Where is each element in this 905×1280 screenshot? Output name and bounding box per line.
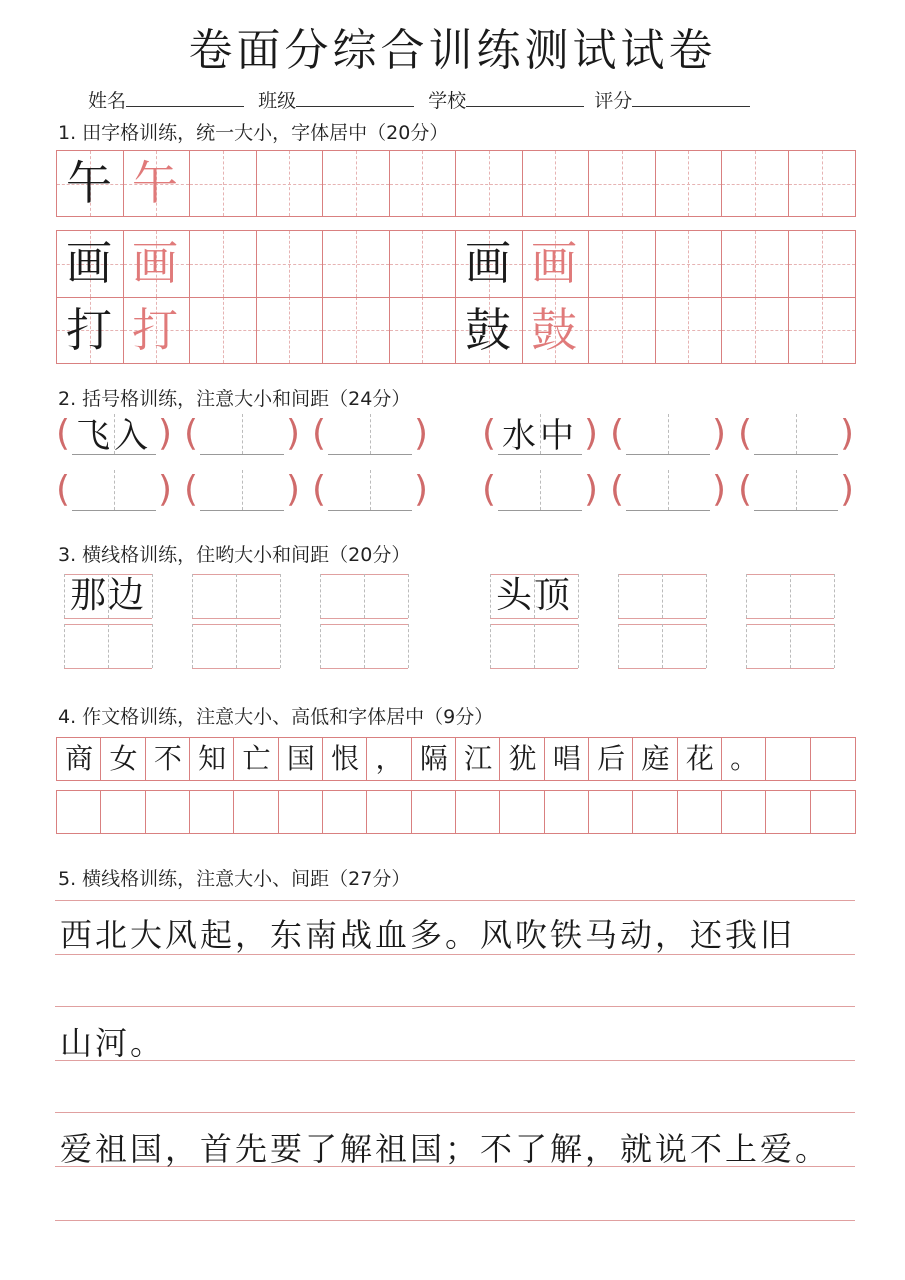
composition-char: 商 (65, 742, 94, 775)
class-field[interactable] (296, 88, 414, 107)
line-box-rule (746, 618, 834, 619)
bracket-baseline (328, 454, 412, 455)
bracket-baseline (754, 454, 838, 455)
line-box-divider (280, 624, 281, 668)
bracket-box[interactable] (328, 470, 412, 510)
school-field[interactable] (466, 88, 584, 107)
model-char: 打 (66, 303, 112, 357)
line-box[interactable] (192, 574, 280, 618)
line-box-divider (364, 574, 365, 618)
left-paren: ( (312, 469, 327, 510)
right-paren: ) (286, 469, 301, 510)
composition-cell[interactable] (57, 791, 101, 833)
composition-cell[interactable] (323, 791, 367, 833)
line-box-divider (746, 624, 747, 668)
bracket-midline (668, 470, 669, 510)
line-box-divider (280, 574, 281, 618)
composition-cell[interactable] (722, 791, 766, 833)
line-box-divider (408, 624, 409, 668)
ruled-line (55, 900, 855, 901)
bracket-baseline (626, 510, 710, 511)
section2-heading: 2. 括号格训练，注意大小和间距（24分） (58, 388, 411, 410)
bracket-box[interactable] (200, 414, 284, 454)
line-box-rule (64, 668, 152, 669)
section1-heading: 1. 田字格训练，统一大小，字体居中（20分） (58, 122, 449, 144)
line-box-divider (490, 624, 491, 668)
tianzige-cell[interactable] (656, 297, 723, 363)
tianzige-cell[interactable] (589, 231, 656, 297)
bracket-box[interactable] (754, 414, 838, 454)
tianzige-cell[interactable] (589, 151, 656, 216)
tianzige-cell[interactable] (323, 231, 390, 297)
tianzige-cell[interactable] (789, 297, 856, 363)
class-label: 班级 (258, 90, 297, 112)
line-box-divider (408, 574, 409, 618)
line-box-divider (618, 574, 619, 618)
trace-char: 午 (132, 156, 178, 210)
bracket-baseline (754, 510, 838, 511)
score-field[interactable] (632, 88, 750, 107)
composition-cell[interactable] (766, 738, 810, 780)
composition-char: 隔 (419, 742, 448, 775)
section4-heading: 4. 作文格训练，注意大小、高低和字体居中（9分） (58, 706, 494, 728)
right-paren: ) (712, 413, 727, 454)
composition-char: 不 (153, 742, 182, 775)
line-box-divider (662, 574, 663, 618)
bracket-midline (540, 470, 541, 510)
composition-char: 女 (109, 742, 138, 775)
right-paren: ) (840, 413, 855, 454)
line-box-divider (64, 624, 65, 668)
composition-cell[interactable] (101, 791, 145, 833)
school-label: 学校 (428, 90, 467, 112)
tianzige-cell[interactable] (323, 151, 390, 216)
line-box[interactable] (192, 624, 280, 668)
right-paren: ) (158, 413, 173, 454)
left-paren: ( (738, 413, 753, 454)
left-paren: ( (738, 469, 753, 510)
page-title: 卷面分综合训练测试试卷 (188, 25, 717, 76)
bracket-box[interactable] (498, 470, 582, 510)
tianzige-cell[interactable] (190, 231, 257, 297)
tianzige-cell[interactable] (523, 151, 590, 216)
line-box-divider (192, 574, 193, 618)
composition-row-1 (56, 737, 856, 781)
line-box-rule (490, 668, 578, 669)
bracket-baseline (200, 510, 284, 511)
left-paren: ( (610, 413, 625, 454)
trace-char: 画 (132, 236, 178, 290)
composition-char: 犹 (508, 742, 537, 775)
line-box-divider (236, 624, 237, 668)
line-box-divider (534, 624, 535, 668)
line-box-divider (108, 624, 109, 668)
tianzige-cell[interactable] (656, 231, 723, 297)
right-paren: ) (840, 469, 855, 510)
line-box-divider (618, 624, 619, 668)
tianzige-cell[interactable] (456, 151, 523, 216)
line-box[interactable] (618, 574, 706, 618)
composition-cell[interactable] (190, 791, 234, 833)
composition-char: 后 (597, 742, 626, 775)
tianzige-cell[interactable] (390, 151, 457, 216)
right-paren: ) (584, 469, 599, 510)
left-paren: ( (184, 413, 199, 454)
tianzige-cell[interactable] (190, 151, 257, 216)
line-box[interactable] (64, 624, 152, 668)
composition-cell[interactable] (633, 791, 677, 833)
bracket-box[interactable] (626, 470, 710, 510)
tianzige-cell[interactable] (722, 297, 789, 363)
model-char: 画 (465, 236, 511, 290)
line-box[interactable] (618, 624, 706, 668)
right-paren: ) (286, 413, 301, 454)
line-box[interactable] (490, 624, 578, 668)
trace-char: 鼓 (531, 303, 577, 357)
composition-cell[interactable] (146, 791, 190, 833)
tianzige-cell[interactable] (190, 297, 257, 363)
bracket-box[interactable] (72, 470, 156, 510)
left-paren: ( (184, 469, 199, 510)
composition-cell[interactable] (811, 738, 855, 780)
bracket-baseline (200, 454, 284, 455)
bracket-midline (242, 414, 243, 454)
line-box-divider (706, 624, 707, 668)
score-label: 评分 (594, 90, 633, 112)
composition-cell[interactable] (811, 791, 855, 833)
line-box-rule (746, 668, 834, 669)
bracket-midline (668, 414, 669, 454)
ruled-line (55, 1112, 855, 1113)
section3-heading: 3. 横线格训练，住哟大小和间距（20分） (58, 544, 411, 566)
line-box-rule (320, 668, 408, 669)
tianzige-cell[interactable] (656, 151, 723, 216)
right-paren: ) (158, 469, 173, 510)
tianzige-cell[interactable] (722, 151, 789, 216)
composition-cell[interactable] (678, 791, 722, 833)
right-paren: ) (414, 413, 429, 454)
ruled-line (55, 1220, 855, 1221)
line-box-divider (320, 574, 321, 618)
model-char: 鼓 (465, 303, 511, 357)
tianzige-cell[interactable] (722, 231, 789, 297)
line-box-divider (192, 624, 193, 668)
composition-cell[interactable] (234, 791, 278, 833)
composition-char: 亡 (242, 742, 271, 775)
line-box-rule (618, 668, 706, 669)
line-box-divider (706, 574, 707, 618)
model-char: 画 (66, 236, 112, 290)
tianzige-cell[interactable] (257, 231, 324, 297)
composition-cell[interactable] (589, 791, 633, 833)
copy-text-line: 西北大风起，东南战血多。风吹铁马动，还我旧 (60, 916, 796, 954)
tianzige-cell[interactable] (789, 151, 856, 216)
line-box-divider (152, 624, 153, 668)
composition-char: 江 (464, 742, 493, 775)
trace-char: 打 (132, 303, 178, 357)
bracket-baseline (72, 510, 156, 511)
line-box-rule (64, 618, 152, 619)
bracket-box[interactable] (626, 414, 710, 454)
section5-heading: 5. 横线格训练，注意大小、间距（27分） (58, 868, 411, 890)
line-box[interactable] (320, 624, 408, 668)
composition-char: 知 (198, 742, 227, 775)
line-box-divider (662, 624, 663, 668)
bracket-baseline (498, 510, 582, 511)
left-paren: ( (610, 469, 625, 510)
tianzige-cell[interactable] (323, 297, 390, 363)
bracket-word: 飞入 (76, 416, 152, 456)
line-box-divider (578, 624, 579, 668)
left-paren: ( (56, 469, 71, 510)
bracket-box[interactable] (328, 414, 412, 454)
left-paren: ( (482, 413, 497, 454)
composition-cell[interactable] (279, 791, 323, 833)
composition-cell[interactable] (456, 791, 500, 833)
bracket-word: 水中 (502, 416, 578, 456)
right-paren: ) (414, 469, 429, 510)
copy-text-line: 山河。 (60, 1024, 166, 1062)
bracket-midline (242, 470, 243, 510)
ruled-line (55, 1006, 855, 1007)
name-field[interactable] (126, 88, 244, 107)
bracket-baseline (626, 454, 710, 455)
bracket-midline (796, 414, 797, 454)
composition-char: 。 (730, 742, 759, 775)
ruled-line (55, 1060, 855, 1061)
composition-cell[interactable] (367, 791, 411, 833)
line-box[interactable] (320, 574, 408, 618)
bracket-box[interactable] (200, 470, 284, 510)
right-paren: ) (584, 413, 599, 454)
bracket-midline (370, 414, 371, 454)
line-box-divider (320, 624, 321, 668)
line-box-rule (618, 618, 706, 619)
composition-cell[interactable] (412, 791, 456, 833)
trace-char: 画 (531, 236, 577, 290)
line-box-word: 头顶 (495, 575, 572, 616)
line-box-divider (364, 624, 365, 668)
left-paren: ( (56, 413, 71, 454)
bracket-midline (370, 470, 371, 510)
line-box-rule (192, 618, 280, 619)
composition-char: 唱 (552, 742, 581, 775)
line-box-divider (746, 574, 747, 618)
left-paren: ( (312, 413, 327, 454)
line-box-rule (192, 668, 280, 669)
line-box-divider (790, 624, 791, 668)
line-box-divider (236, 574, 237, 618)
student-info-line (88, 86, 750, 113)
bracket-midline (796, 470, 797, 510)
composition-cell[interactable] (545, 791, 589, 833)
name-label: 姓名 (88, 90, 127, 112)
composition-cell[interactable] (500, 791, 544, 833)
composition-char: ， (375, 742, 404, 775)
copy-text-line: 爱祖国，首先要了解祖国；不了解，就说不上爱。 (60, 1130, 831, 1168)
tianzige-cell[interactable] (390, 297, 457, 363)
line-box-divider (834, 574, 835, 618)
tianzige-cell[interactable] (789, 231, 856, 297)
model-char: 午 (66, 156, 112, 210)
line-box-divider (790, 574, 791, 618)
line-box[interactable] (746, 624, 834, 668)
tianzige-cell[interactable] (589, 297, 656, 363)
bracket-midline (114, 470, 115, 510)
composition-row-2 (56, 790, 856, 834)
tianzige-cell[interactable] (257, 297, 324, 363)
line-box[interactable] (746, 574, 834, 618)
composition-char: 恨 (331, 742, 360, 775)
right-paren: ) (712, 469, 727, 510)
line-box-word: 那边 (69, 575, 146, 616)
tianzige-cell[interactable] (390, 231, 457, 297)
composition-char: 庭 (641, 742, 670, 775)
composition-char: 国 (286, 742, 315, 775)
tianzige-cell[interactable] (257, 151, 324, 216)
line-box-rule (320, 618, 408, 619)
composition-cell[interactable] (766, 791, 810, 833)
left-paren: ( (482, 469, 497, 510)
line-box-rule (490, 618, 578, 619)
bracket-baseline (328, 510, 412, 511)
bracket-box[interactable] (754, 470, 838, 510)
composition-char: 花 (685, 742, 714, 775)
line-box-divider (834, 624, 835, 668)
